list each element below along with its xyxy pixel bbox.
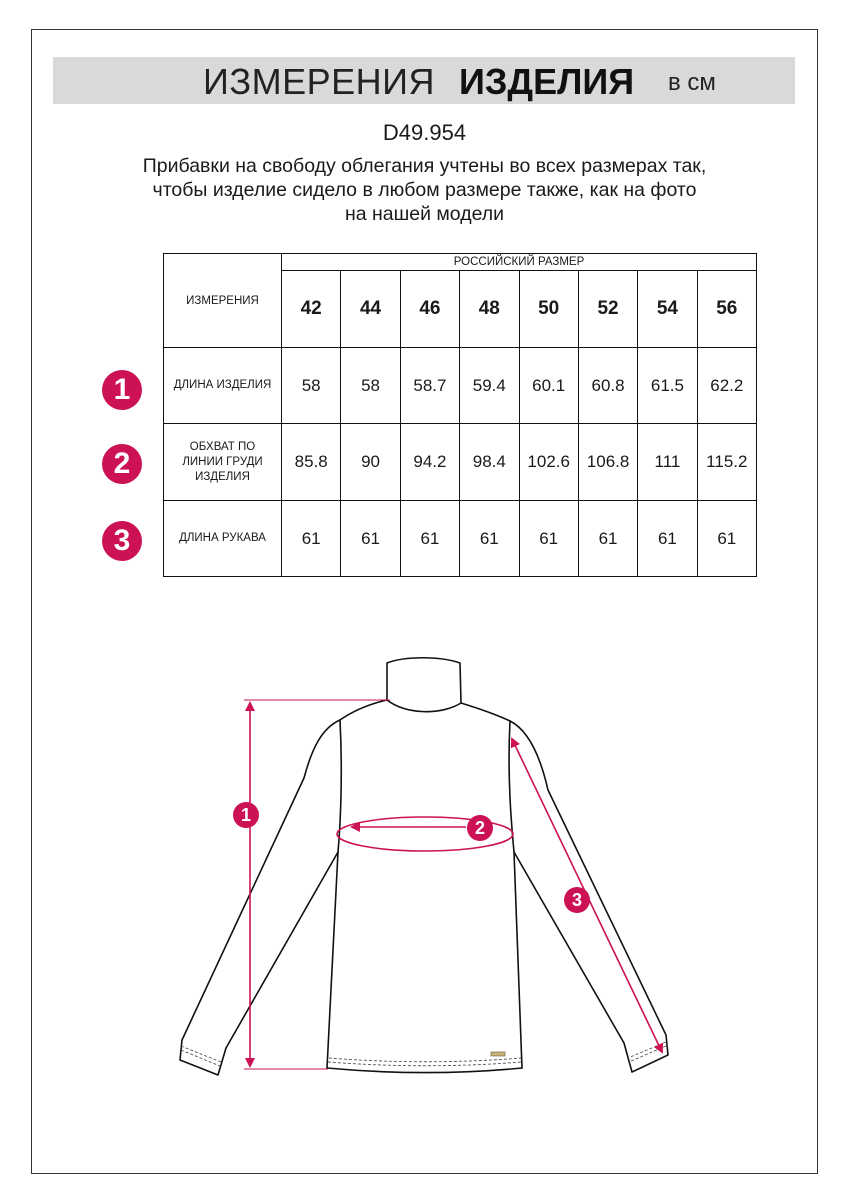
table-cell: 60.8 bbox=[578, 348, 637, 424]
measurements-header: ИЗМЕРЕНИЯ bbox=[164, 254, 282, 348]
table-cell: 61 bbox=[400, 501, 459, 577]
brand-tag bbox=[491, 1052, 505, 1056]
title-regular: ИЗМЕРЕНИЯ bbox=[203, 61, 436, 102]
russian-size-header: РОССИЙСКИЙ РАЗМЕР bbox=[282, 254, 757, 271]
table-cell: 115.2 bbox=[697, 424, 756, 501]
size-header: 52 bbox=[578, 271, 637, 348]
row-label-line: ЛИНИИ ГРУДИ bbox=[182, 455, 263, 468]
table-cell: 61 bbox=[638, 501, 697, 577]
title-unit: в см bbox=[668, 69, 716, 96]
badge-1: 1 bbox=[102, 370, 142, 410]
row-label-length: ДЛИНА ИЗДЕЛИЯ bbox=[164, 348, 282, 424]
size-header: 42 bbox=[282, 271, 341, 348]
badge-2: 2 bbox=[102, 444, 142, 484]
table-cell: 61 bbox=[282, 501, 341, 577]
table-cell: 60.1 bbox=[519, 348, 578, 424]
marker-3-label: 3 bbox=[571, 890, 583, 910]
table-cell: 62.2 bbox=[697, 348, 756, 424]
table-cell: 61 bbox=[519, 501, 578, 577]
size-header: 46 bbox=[400, 271, 459, 348]
size-header: 56 bbox=[697, 271, 756, 348]
table-cell: 94.2 bbox=[400, 424, 459, 501]
table-cell: 61 bbox=[460, 501, 519, 577]
table-cell: 61 bbox=[697, 501, 756, 577]
row-label-line: ОБХВАТ ПО bbox=[189, 440, 256, 453]
article-number: D49.954 bbox=[382, 120, 467, 145]
table-cell: 58 bbox=[282, 348, 341, 424]
marker-2-label: 2 bbox=[474, 818, 486, 838]
table-cell: 102.6 bbox=[519, 424, 578, 501]
stitching bbox=[181, 1042, 666, 1066]
fit-note-line: чтобы изделие сидело в любом размере также, как на фото bbox=[152, 179, 697, 201]
measure-markers bbox=[233, 802, 590, 913]
size-header: 50 bbox=[519, 271, 578, 348]
table-cell: 90 bbox=[341, 424, 400, 501]
title-bold: ИЗДЕЛИЯ bbox=[459, 61, 635, 102]
table-cell: 98.4 bbox=[460, 424, 519, 501]
garment-outline bbox=[180, 658, 668, 1075]
table-cell: 106.8 bbox=[578, 424, 637, 501]
table-cell: 58.7 bbox=[400, 348, 459, 424]
table-cell: 85.8 bbox=[282, 424, 341, 501]
table-cell: 58 bbox=[341, 348, 400, 424]
measure-lines bbox=[244, 700, 662, 1069]
size-header: 54 bbox=[638, 271, 697, 348]
marker-1-label: 1 bbox=[240, 805, 252, 825]
table-cell: 59.4 bbox=[460, 348, 519, 424]
row-label-line: ИЗДЕЛИЯ bbox=[195, 470, 250, 483]
badge-3: 3 bbox=[102, 521, 142, 561]
table-cell: 61 bbox=[578, 501, 637, 577]
table-cell: 111 bbox=[638, 424, 697, 501]
size-header: 44 bbox=[341, 271, 400, 348]
row-label-sleeve: ДЛИНА РУКАВА bbox=[164, 501, 282, 577]
table-cell: 61.5 bbox=[638, 348, 697, 424]
size-header: 48 bbox=[460, 271, 519, 348]
table-cell: 61 bbox=[341, 501, 400, 577]
fit-note-line: на нашей модели bbox=[344, 203, 505, 225]
fit-note-line: Прибавки на свободу облегания учтены во всех размерах так, bbox=[142, 155, 707, 177]
